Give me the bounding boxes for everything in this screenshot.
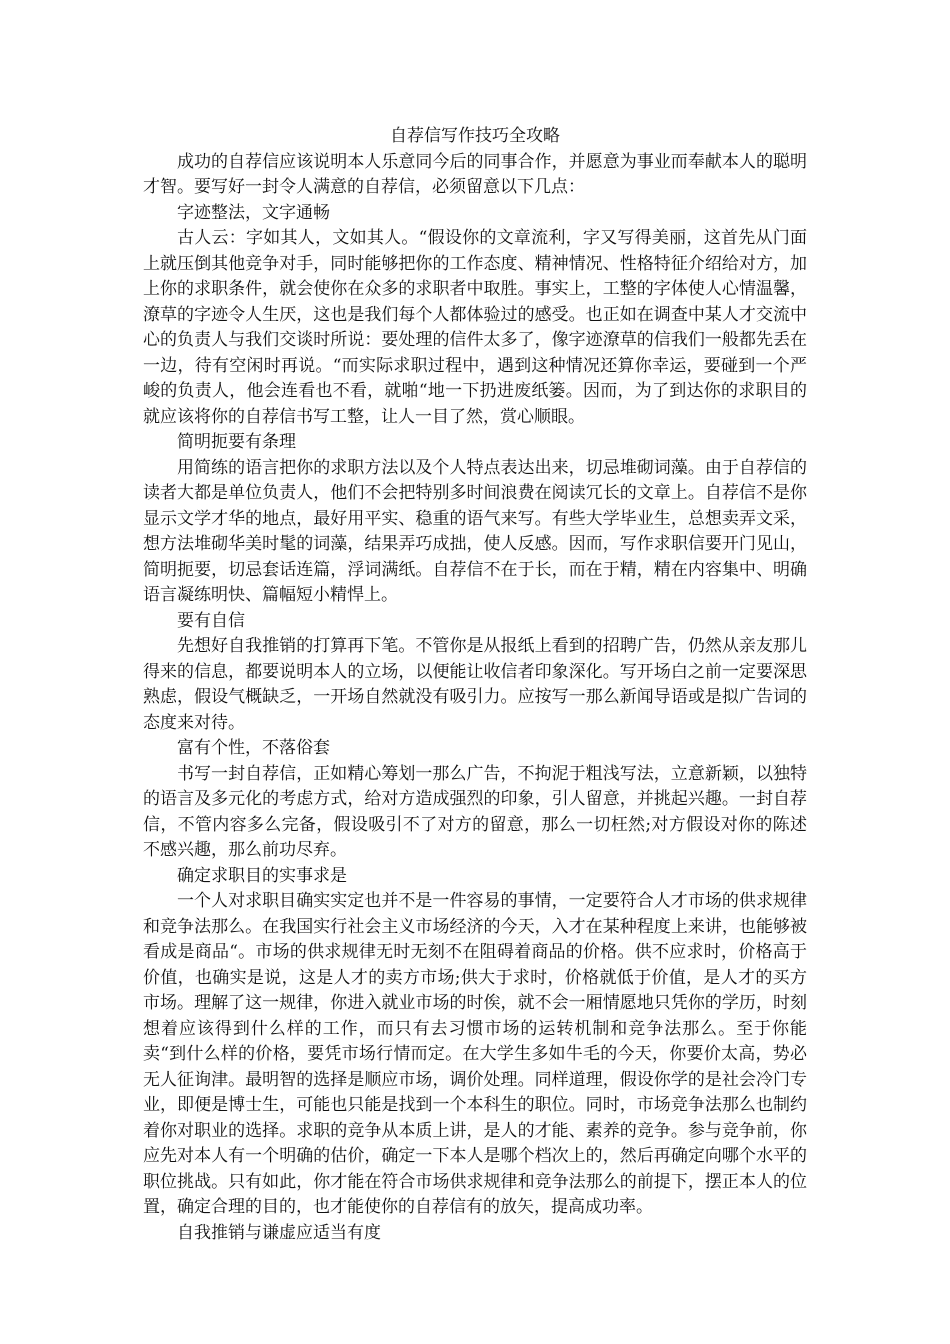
section-heading-confidence: 要有自信 <box>177 610 245 631</box>
paragraph-personality: 书写一封自荐信，正如精心筹划一那么广告，不拘泥于粗浅写法，立意新颖，以独特的语言及多元化的考虑方式，给对方造成强烈的印象，引人留意，并挑起兴趣。一封自荐信，不管内容多么完备，假设吸引不了对方的留意，那么一切枉然;对方假设对你的陈述不感兴趣，那么前功尽弃。 <box>143 763 807 860</box>
document-page <box>143 124 807 1246</box>
section-heading-concise: 简明扼要有条理 <box>177 432 296 452</box>
section-heading-personality: 富有个性，不落俗套 <box>177 738 330 758</box>
paragraph-handwriting: 古人云：字如其人，文如其人。“假设你的文章流利，字又写得美丽，这首先从门面上就压倒其他竞争对手，同时能够把你的工作态度、精神情况、性格特征介绍给对方，加上你的求职条件，就会使你在众多的求职者中取胜。事实上，工整的字体使人心情温馨，潦草的字迹令人生厌，这也是我们每个人都体验过的感受。也正如在调查中某人才交流中心的负责人与我们交谈时所说：要处理的信件太多了，像字迹潦草的信我们一般都先丢在一边，待有空闲时再说。“而实际求职过程中，遇到这种情况还算你幸运，要碰到一个严峻的负责人，他会连看也不看，就啪“地一下扔进废纸篓。因而，为了到达你的求职目的就应该将你的自荐信书写工整，让人一目了然，赏心顺眼。 <box>143 228 807 427</box>
section-heading-handwriting: 字迹整法，文字通畅 <box>177 202 330 223</box>
document-title: 自荐信写作技巧全攻略 <box>390 126 560 146</box>
paragraph-confidence: 先想好自我推销的打算再下笔。不管你是从报纸上看到的招聘广告，仍然从亲友那儿得来的信息，都要说明本人的立场，以便能让收信者印象深化。写开场白之前一定要深思熟虑，假设气概缺乏，一开场自然就没有吸引力。应按写一那么新闻导语或是拟广告词的态度来对待。 <box>143 636 807 733</box>
section-heading-modesty: 自我推销与谦虚应适当有度 <box>177 1222 381 1243</box>
section-heading-goal: 确定求职目的实事求是 <box>177 865 347 886</box>
paragraph-concise: 用简练的语言把你的求职方法以及个人特点表达出来，切忌堆砌词藻。由于自荐信的读者大都是单位负责人，他们不会把特别多时间浪费在阅读冗长的文章上。自荐信不是你显示文学才华的地点，最好用平实、稳重的语气来写。有些大学毕业生，总想卖弄文采，想方法堆砌华美时髦的词藻，结果弄巧成拙，使人反感。因而，写作求职信要开门见山，简明扼要，切忌套话连篇，浮词满纸。自荐信不在于长，而在于精，精在内容集中、明确语言凝练明快、篇幅短小精悍上。 <box>143 457 807 605</box>
paragraph-goal: 一个人对求职目确实实定也并不是一件容易的事情，一定要符合人才市场的供求规律和竞争法那么。在我国实行社会主义市场经济的今天，入才在某种程度上来讲，也能够被看成是商品“。市场的供求规律无时无刻不在阻碍着商品的价格。供不应求时，价格高于价值，也确实是说，这是人才的卖方市场;供大于求时，价格就低于价值，是人才的买方市场。理解了这一规律，你进入就业市场的时俟，就不会一厢情愿地只凭你的学历，时刻想着应该得到什么样的工作，而只有去习惯市场的运转机制和竞争法那么。至于你能卖“到什么样的价格，要凭市场行情而定。在大学生多如牛毛的今天，你要价太高，势必无人征询津。最明智的选择是顺应市场，调价处理。同样道理，假设你学的是社会冷门专业，即便是博士生，可能也只能是找到一个本科生的职位。同时，市场竞争法那么也制约着你对职业的选择。求职的竞争从本质上讲，是人的才能、素养的竞争。参与竞争前，你应先对本人有一个明确的估价，确定一下本人是哪个档次上的，然后再确定向哪个水平的职位挑战。只有如此，你才能在符合市场供求规律和竞争法那么的前提下，摆正本人的位置，确定合理的目的，也才能使你的自荐信有的放矢，提高成功率。 <box>143 891 807 1217</box>
intro-paragraph: 成功的自荐信应该说明本人乐意同今后的同事合作，并愿意为事业而奉献本人的聪明才智。要写好一封令人满意的自荐信，必须留意以下几点： <box>143 151 807 197</box>
